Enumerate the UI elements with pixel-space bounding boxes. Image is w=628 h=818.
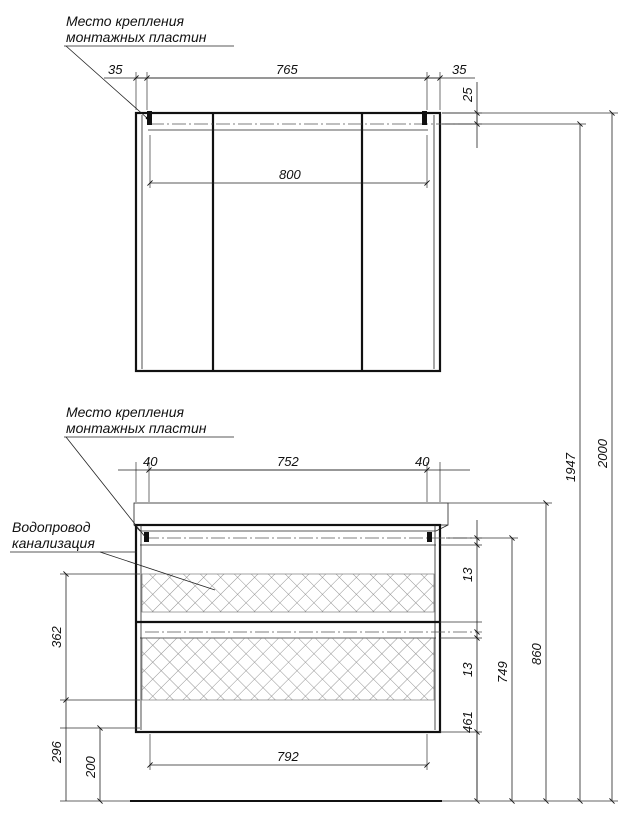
label-mount-bottom-line1: Место крепления <box>66 404 185 420</box>
dim-height-1947: 1947 <box>563 453 578 482</box>
cabinet-top-dimensions <box>104 62 475 110</box>
dim-cabinet-left-offset: 35 <box>108 62 123 77</box>
cabinet-plate-height-dimension <box>442 82 482 148</box>
vanity <box>130 503 482 801</box>
water-zone-upper <box>142 574 434 612</box>
water-zone-lower <box>142 638 434 700</box>
dimension-1947 <box>445 124 586 801</box>
dim-drawer-gap-bottom: 13 <box>460 662 475 677</box>
cabinet-body <box>136 113 440 371</box>
dim-height-749: 749 <box>495 661 510 683</box>
label-water-line1: Водопровод <box>12 519 91 535</box>
cabinet-width-dimension <box>150 135 427 188</box>
mirror-cabinet <box>136 111 480 371</box>
vanity-width-dimension <box>150 734 427 770</box>
dim-drain-low: 200 <box>83 756 98 778</box>
label-mount-top-line1: Место крепления <box>66 13 185 29</box>
vanity-top-dimensions <box>118 454 470 502</box>
label-mount-top-line2: монтажных пластин <box>66 29 207 45</box>
dim-cabinet-width: 800 <box>279 167 301 182</box>
dim-cabinet-plate-span: 765 <box>276 62 298 77</box>
vanity-body <box>136 525 440 732</box>
dim-drawer-gap-top: 13 <box>460 567 475 582</box>
dimension-749 <box>446 538 518 801</box>
dim-vanity-width: 792 <box>277 749 299 764</box>
dim-height-2000: 2000 <box>595 439 610 468</box>
label-mount-top <box>64 13 234 118</box>
dim-cabinet-plate-height: 25 <box>460 87 475 102</box>
vanity-countertop <box>134 503 448 525</box>
cabinet-plate-right <box>422 111 427 125</box>
dim-drain-height: 296 <box>49 741 64 763</box>
label-mount-bottom-line2: монтажных пластин <box>66 420 207 436</box>
dimension-860 <box>448 503 552 801</box>
cabinet-plate-left <box>147 111 152 125</box>
label-water-line2: канализация <box>12 535 95 551</box>
dim-water-zone-height: 362 <box>49 626 64 648</box>
dim-vanity-right-offset: 40 <box>415 454 430 469</box>
left-height-dimensions <box>49 574 140 801</box>
dim-height-461: 461 <box>460 711 475 733</box>
dim-cabinet-right-offset: 35 <box>452 62 467 77</box>
dim-vanity-plate-span: 752 <box>277 454 299 469</box>
vanity-plate-right <box>427 532 432 542</box>
dim-height-860: 860 <box>529 643 544 665</box>
dim-vanity-left-offset: 40 <box>143 454 158 469</box>
right-small-dimensions <box>440 520 482 801</box>
dimension-2000 <box>442 113 618 801</box>
